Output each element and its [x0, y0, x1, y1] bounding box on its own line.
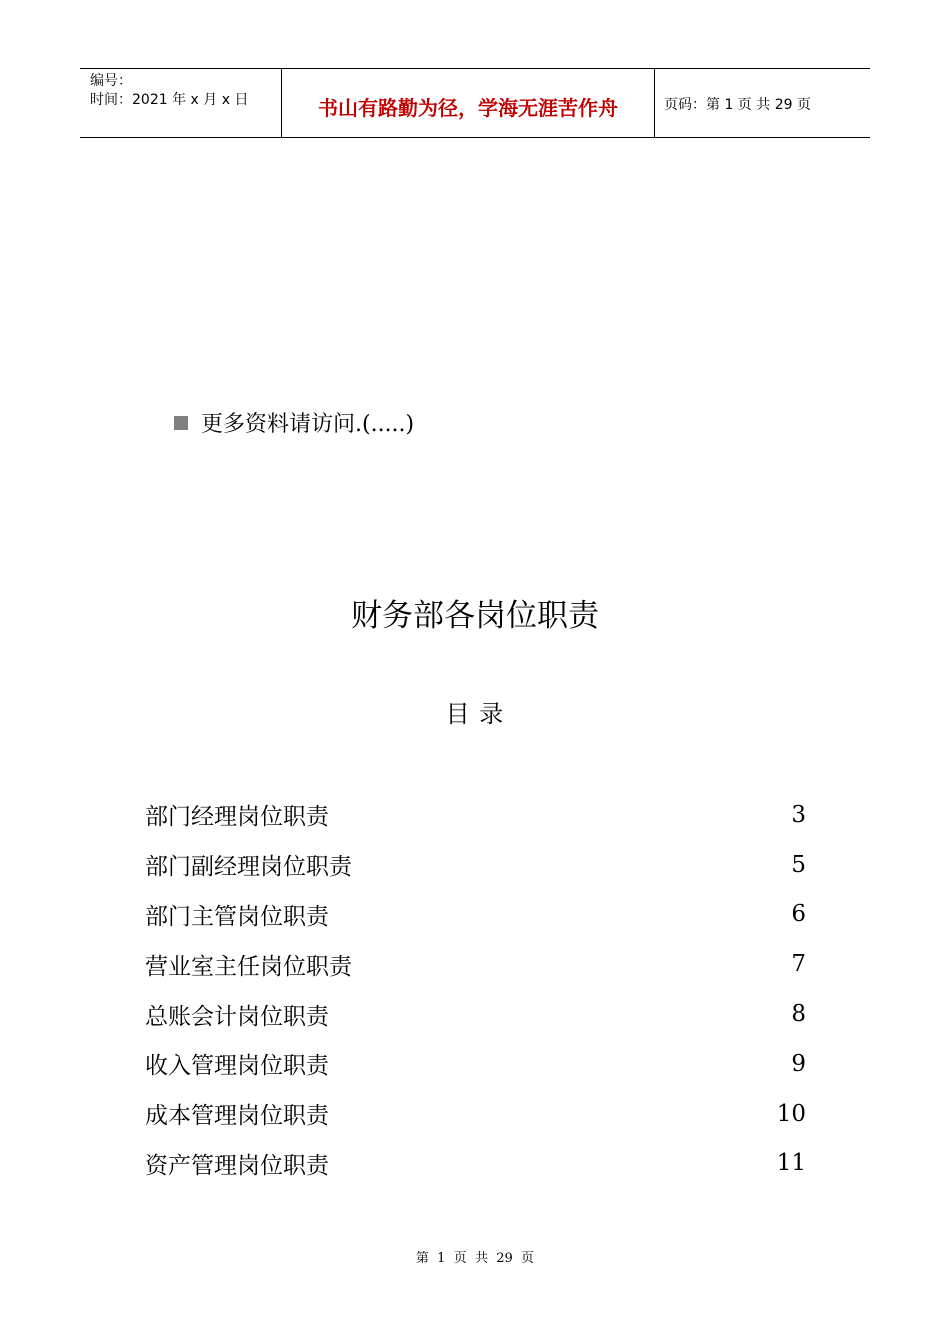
page-header [80, 68, 870, 138]
toc-entry-title: 部门经理岗位职责 [145, 804, 329, 831]
toc-entry-page: 5 [791, 851, 806, 878]
document-number-label: 编号： [90, 73, 132, 89]
document-time-label: 时间：2021 年 x 月 x 日 [90, 92, 249, 108]
toc-entry-title: 部门副经理岗位职责 [145, 854, 352, 881]
toc-entry-page: 10 [776, 1100, 806, 1127]
document-title: 财务部各岗位职责 [351, 598, 599, 634]
toc-entry-page: 8 [791, 1001, 806, 1028]
toc-heading: 目 录 [445, 700, 505, 728]
toc-entry[interactable] [145, 1139, 806, 1189]
toc-entry[interactable] [145, 939, 806, 989]
toc-entry-title: 资产管理岗位职责 [145, 1152, 329, 1179]
toc-entry-title: 收入管理岗位职责 [145, 1053, 329, 1080]
toc-entry[interactable] [145, 989, 806, 1039]
toc-entry[interactable] [145, 1039, 806, 1089]
page-footer: 第 1 页 共 29 页 [415, 1251, 535, 1266]
resource-notice [174, 407, 414, 438]
toc-entry-page: 11 [776, 1150, 806, 1177]
toc-entry[interactable] [145, 1089, 806, 1139]
toc-entry-page: 3 [791, 801, 806, 828]
toc-entry-title: 总账会计岗位职责 [145, 1003, 329, 1030]
header-page-cell [655, 69, 870, 137]
toc-entry[interactable] [145, 790, 806, 840]
toc-entry-title: 成本管理岗位职责 [145, 1103, 329, 1130]
toc-entry-page: 6 [791, 901, 806, 928]
toc-entry-title: 营业室主任岗位职责 [145, 953, 352, 980]
toc-entry[interactable] [145, 890, 806, 940]
toc-entry-page: 7 [791, 951, 806, 978]
header-page-info: 页码：第 1 页 共 29 页 [664, 97, 811, 113]
toc-entry-title: 部门主管岗位职责 [145, 903, 329, 930]
header-motto: 书山有路勤为径，学海无涯苦作舟 [318, 96, 618, 120]
square-bullet-icon [174, 416, 188, 430]
toc-entry[interactable] [145, 840, 806, 890]
header-meta-cell [80, 69, 282, 137]
resource-notice-text: 更多资料请访问.(.....) [201, 412, 415, 437]
table-of-contents [145, 790, 806, 1188]
header-motto-cell [282, 69, 655, 137]
toc-entry-page: 9 [791, 1050, 806, 1077]
